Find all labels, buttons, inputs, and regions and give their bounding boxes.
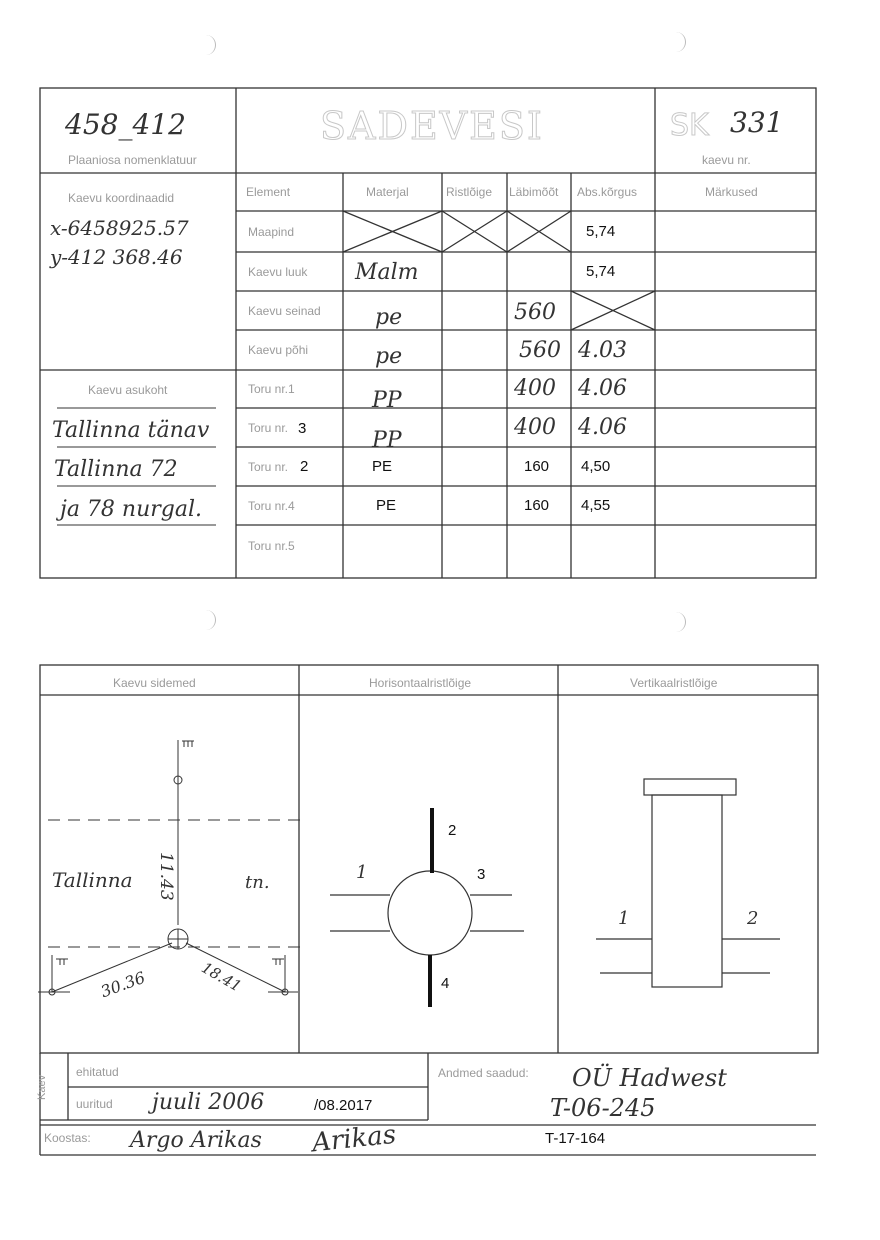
data-source-label: Andmed saadud: — [438, 1066, 529, 1080]
row-height: 4.06 — [578, 376, 627, 401]
distance-up: 11.43 — [156, 852, 176, 901]
surveyed-date: juuli 2006 — [152, 1090, 265, 1115]
row-height: 5,74 — [586, 263, 616, 280]
row-element: Kaevu seinad — [248, 304, 321, 318]
well-label: kaevu nr. — [702, 153, 751, 167]
row-height: 4,55 — [581, 497, 611, 514]
row-diameter: 160 — [524, 497, 550, 514]
row-height: 4.06 — [578, 415, 627, 440]
compiler-label: Koostas: — [44, 1131, 91, 1145]
row-material: PE — [376, 497, 397, 514]
row-height: 4,50 — [581, 458, 611, 475]
well-prefix: SK — [670, 108, 709, 143]
col-header-crosssection: Ristlõige — [446, 185, 493, 199]
row-element: Toru nr. — [248, 421, 289, 435]
vert-pipe-1: 1 — [618, 908, 630, 929]
footer-side-label: Kaev — [36, 1074, 48, 1100]
well-number: 331 — [730, 106, 784, 139]
row-element: Maapind — [248, 225, 295, 239]
row-element: Toru nr.5 — [248, 539, 295, 553]
col-header-height: Abs.kõrgus — [577, 185, 638, 199]
surveyed-label: uuritud — [76, 1097, 113, 1111]
section-vertical: Vertikaalristlõige — [630, 676, 718, 690]
planned-label: ehitatud — [76, 1065, 119, 1079]
row-material: PE — [372, 458, 393, 475]
pipe-label-3: 3 — [477, 866, 486, 883]
pipe-label-1: 1 — [356, 862, 368, 883]
street-name: Tallinna — [52, 868, 133, 892]
doc-code: T-17-164 — [545, 1130, 606, 1147]
row-element: Kaevu põhi — [248, 343, 309, 357]
section-horizontal: Horisontaalristlõige — [369, 676, 472, 690]
plan-number-label: Plaaniosa nomenklatuur — [68, 153, 197, 167]
col-header-diameter: Läbimõõt — [509, 185, 559, 199]
pipe-label-4: 4 — [441, 975, 450, 992]
location-line-3: ja 78 nurgal. — [60, 497, 203, 522]
row-height: 5,74 — [586, 223, 616, 240]
distance-right: 18.41 — [198, 958, 245, 996]
location-line-1: Tallinna tänav — [52, 418, 210, 443]
street-suffix: tn. — [245, 872, 270, 893]
row-element-num: 2 — [300, 458, 309, 475]
row-material: pe — [375, 305, 403, 330]
row-diameter: 560 — [519, 338, 561, 363]
company-code: T-06-245 — [550, 1094, 656, 1122]
row-diameter: 400 — [514, 376, 556, 401]
row-diameter: 560 — [514, 300, 556, 325]
row-element-num: 3 — [298, 420, 307, 437]
col-header-material: Materjal — [366, 185, 409, 199]
col-header-element: Element — [246, 185, 291, 199]
row-material: PP — [372, 428, 402, 453]
coords-label: Kaevu koordinaadid — [68, 191, 175, 205]
row-element: Toru nr.4 — [248, 499, 295, 513]
pipe-label-2: 2 — [448, 822, 457, 839]
compiler-name: Argo Arikas — [130, 1128, 262, 1153]
page-title: SADEVESI — [320, 104, 544, 148]
distance-left: 30.36 — [98, 967, 148, 1002]
row-material: PP — [372, 388, 402, 413]
row-element: Kaevu luuk — [248, 265, 308, 279]
punch-hole — [675, 612, 686, 632]
plan-number: 458_412 — [65, 108, 186, 141]
section-connections: Kaevu sidemed — [113, 676, 196, 690]
col-header-notes: Märkused — [705, 185, 758, 199]
surveyed-date-2: /08.2017 — [314, 1097, 373, 1114]
coord-y: y-412 368.46 — [50, 245, 183, 269]
row-material: pe — [375, 344, 403, 369]
punch-hole — [205, 610, 216, 630]
location-label: Kaevu asukoht — [88, 383, 168, 397]
company: OÜ Hadwest — [572, 1064, 727, 1092]
row-diameter: 160 — [524, 458, 550, 475]
row-diameter: 400 — [514, 415, 556, 440]
row-height: 4.03 — [578, 338, 627, 363]
coord-x: x-6458925.57 — [50, 216, 189, 240]
signature: Arikas — [310, 1119, 398, 1159]
vert-pipe-2: 2 — [747, 908, 759, 929]
row-element: Toru nr.1 — [248, 382, 295, 396]
row-element: Toru nr. — [248, 460, 289, 474]
location-line-2: Tallinna 72 — [54, 457, 178, 482]
row-material: Malm — [355, 260, 419, 285]
